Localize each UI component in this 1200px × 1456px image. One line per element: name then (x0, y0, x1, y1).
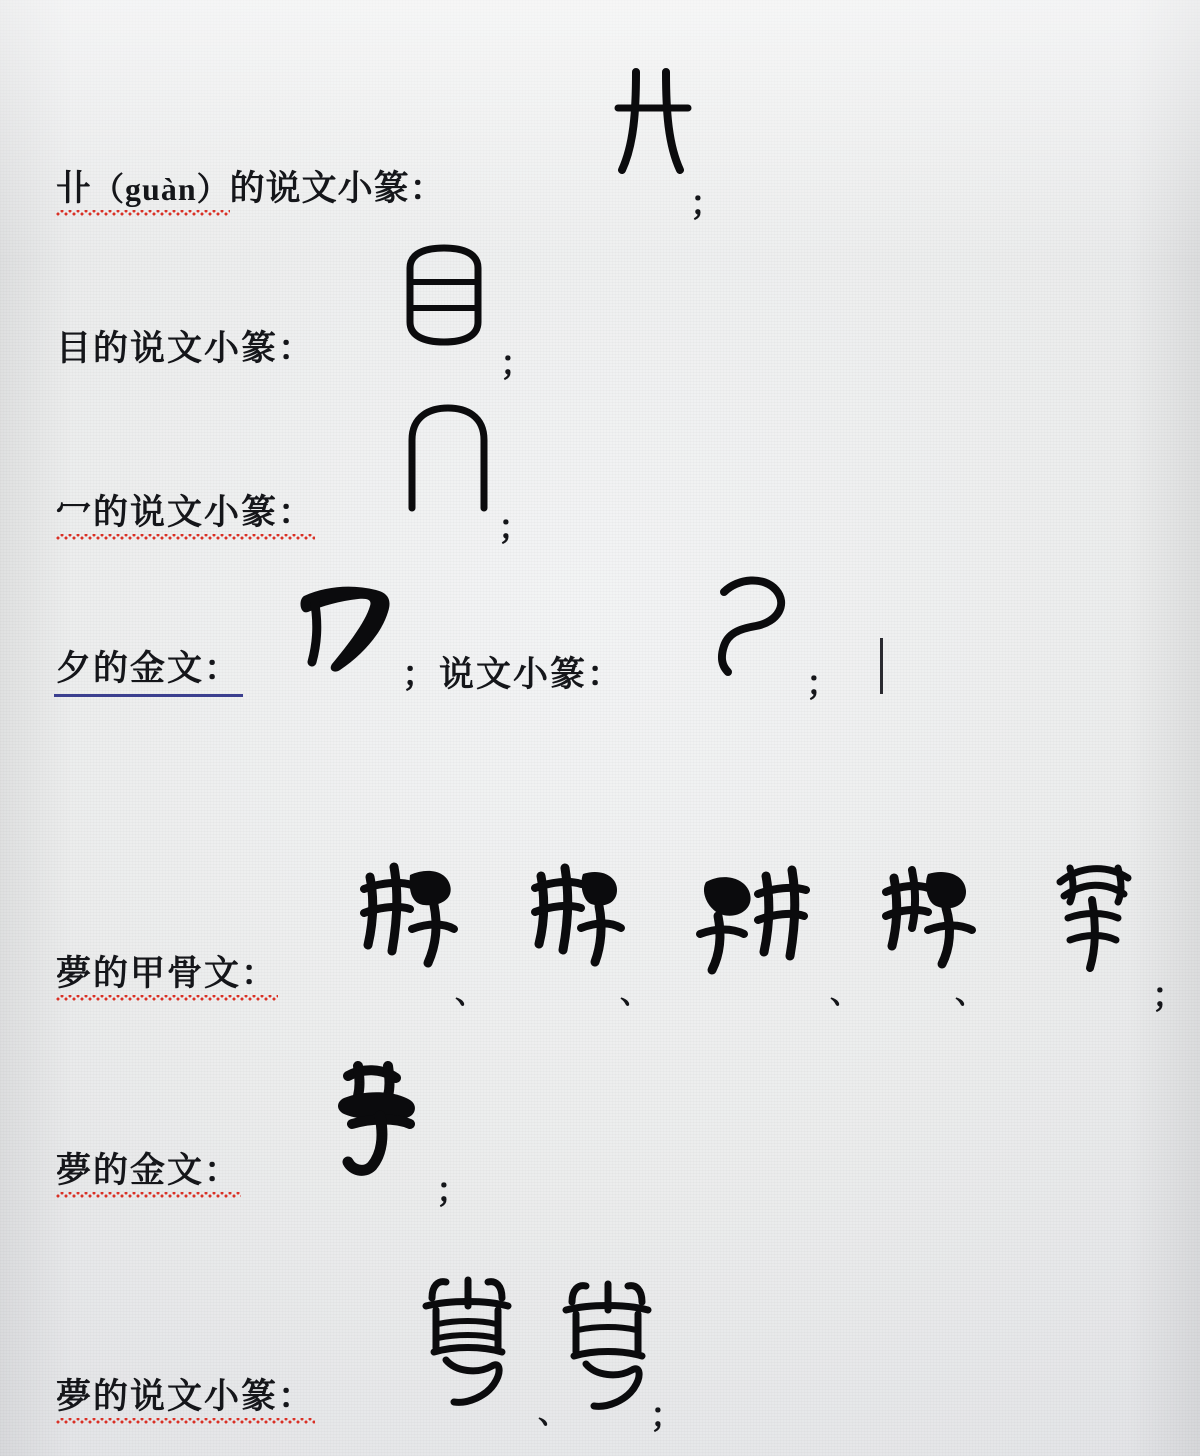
line-guan-label: 卝（guàn）的说文小篆： (56, 169, 446, 208)
spellcheck-span-meng-oracle: 夢的甲骨文： (56, 954, 279, 993)
line-mu-terminator: ； (500, 346, 534, 383)
seal-script-guan-glyph (588, 62, 708, 182)
line-meng-bronze-terminator: ； (436, 1173, 470, 1210)
line-mian-label (56, 494, 315, 533)
oracle-bone-meng-3-glyph (692, 862, 818, 978)
spellcheck-span-meng-bronze: 夢的金文： (56, 1151, 242, 1190)
line-xi-label (56, 650, 241, 689)
seal-script-mu-eye-glyph (398, 242, 490, 350)
line-meng-oracle (56, 955, 278, 994)
bronze-script-meng-glyph (318, 1058, 438, 1174)
line-meng-seal (56, 1378, 315, 1417)
oracle-bone-meng-2-glyph (525, 858, 633, 970)
line-meng-oracle-label (56, 955, 278, 994)
seal-script-meng-2-glyph (552, 1276, 664, 1416)
oracle-bone-meng-4-glyph (878, 862, 988, 972)
line-xi (56, 650, 241, 689)
spellcheck-span-meng-seal: 夢的说文小篆： (56, 1377, 316, 1416)
line-xi-terminator: ； (806, 666, 840, 703)
line-meng-oracle-terminator: ； (1152, 978, 1186, 1015)
line-meng-bronze (56, 1152, 241, 1191)
line-guan-terminator: ； (690, 186, 724, 223)
bronze-script-xi-evening-glyph (292, 578, 402, 678)
seal-script-xi-evening-glyph (694, 570, 802, 680)
line-mu (56, 330, 315, 369)
separator-seal-1: 、 (538, 1397, 568, 1430)
line-meng-seal-terminator: ； (650, 1398, 684, 1435)
separator-oracle-4: 、 (955, 977, 985, 1010)
separator-oracle-1: 、 (455, 977, 485, 1010)
oracle-bone-meng-5-glyph (1040, 848, 1150, 972)
oracle-bone-meng-1-glyph (350, 855, 466, 971)
spellcheck-span-guan: 卝（guàn） (56, 169, 230, 208)
seal-script-mian-cover-glyph (398, 400, 498, 512)
separator-oracle-2: 、 (620, 977, 650, 1010)
line-mian-terminator: ； (498, 510, 532, 547)
line-guan (56, 170, 446, 209)
line-xi-middle: ；说文小篆： (402, 655, 625, 694)
line-meng-seal-label (56, 1378, 315, 1417)
text-caret (880, 638, 883, 694)
link-span-xi: 夕的金文： (56, 649, 242, 688)
line-mu-label: 目的说文小篆： (56, 329, 316, 368)
line-meng-bronze-label (56, 1152, 241, 1191)
line-mian (56, 494, 315, 533)
separator-oracle-3: 、 (830, 977, 860, 1010)
seal-script-meng-1-glyph (412, 1272, 524, 1412)
spellcheck-span-mian: 冖的说文小篆： (56, 493, 316, 532)
